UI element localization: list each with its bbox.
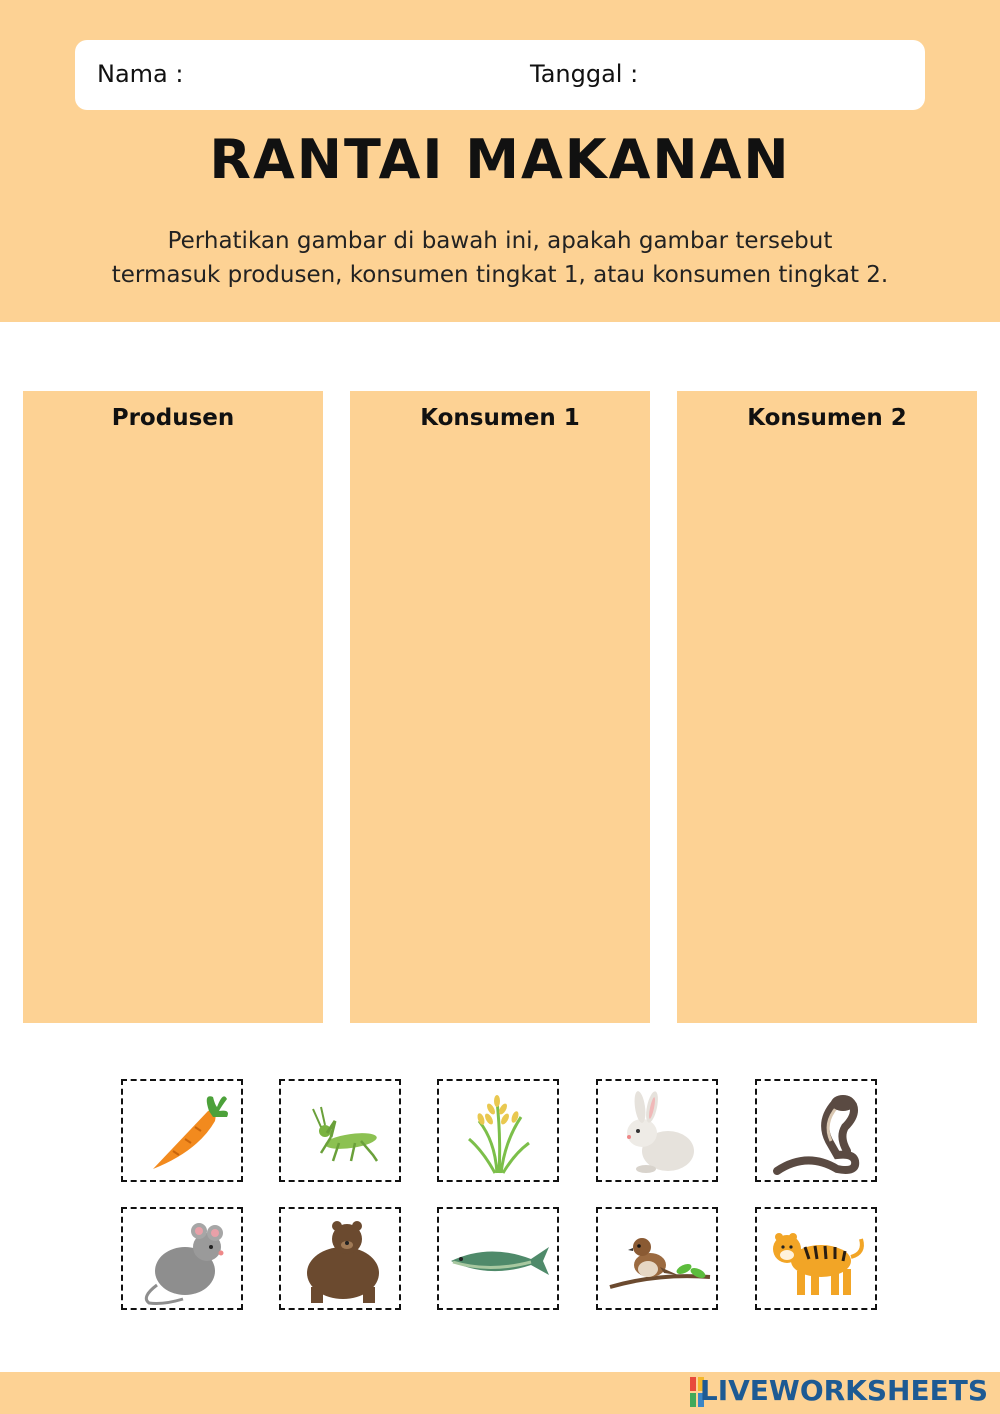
card-grasshopper[interactable] — [279, 1079, 401, 1182]
liveworksheets-brand[interactable]: LIVEWORKSHEETS — [699, 1374, 988, 1407]
sparrow-icon — [598, 1209, 716, 1308]
card-mouse[interactable] — [121, 1207, 243, 1310]
header-band — [0, 0, 1000, 322]
card-rabbit[interactable] — [596, 1079, 718, 1182]
drop-zone-produsen[interactable] — [23, 391, 323, 1023]
tiger-icon — [757, 1209, 875, 1308]
card-snake[interactable] — [755, 1079, 877, 1182]
instructions-line-1: Perhatikan gambar di bawah ini, apakah gambar tersebut — [167, 228, 833, 254]
date-label: Tanggal : — [530, 60, 639, 88]
column-title: Produsen — [111, 405, 235, 431]
grasshopper-icon — [281, 1081, 399, 1180]
card-bear[interactable] — [279, 1207, 401, 1310]
rice-plant-icon — [439, 1081, 557, 1180]
carrot-icon — [123, 1081, 241, 1180]
card-fish[interactable] — [437, 1207, 559, 1310]
card-sparrow[interactable] — [596, 1207, 718, 1310]
instructions-line-2: termasuk produsen, konsumen tingkat 1, atau konsumen tingkat 2. — [111, 262, 889, 288]
fish-icon — [439, 1209, 557, 1308]
name-date-box — [75, 40, 925, 110]
instructions — [40, 224, 960, 292]
footer-band — [0, 1372, 1000, 1414]
drop-zone-konsumen-2[interactable] — [677, 391, 977, 1023]
card-tiger[interactable] — [755, 1207, 877, 1310]
card-carrot[interactable] — [121, 1079, 243, 1182]
rabbit-icon — [598, 1081, 716, 1180]
name-label: Nama : — [97, 60, 184, 88]
mouse-icon — [123, 1209, 241, 1308]
column-title: Konsumen 2 — [747, 405, 907, 431]
column-title: Konsumen 1 — [420, 405, 580, 431]
bear-icon — [281, 1209, 399, 1308]
page-title: RANTAI MAKANAN — [209, 128, 791, 191]
card-rice-plant[interactable] — [437, 1079, 559, 1182]
drop-zone-konsumen-1[interactable] — [350, 391, 650, 1023]
snake-icon — [757, 1081, 875, 1180]
